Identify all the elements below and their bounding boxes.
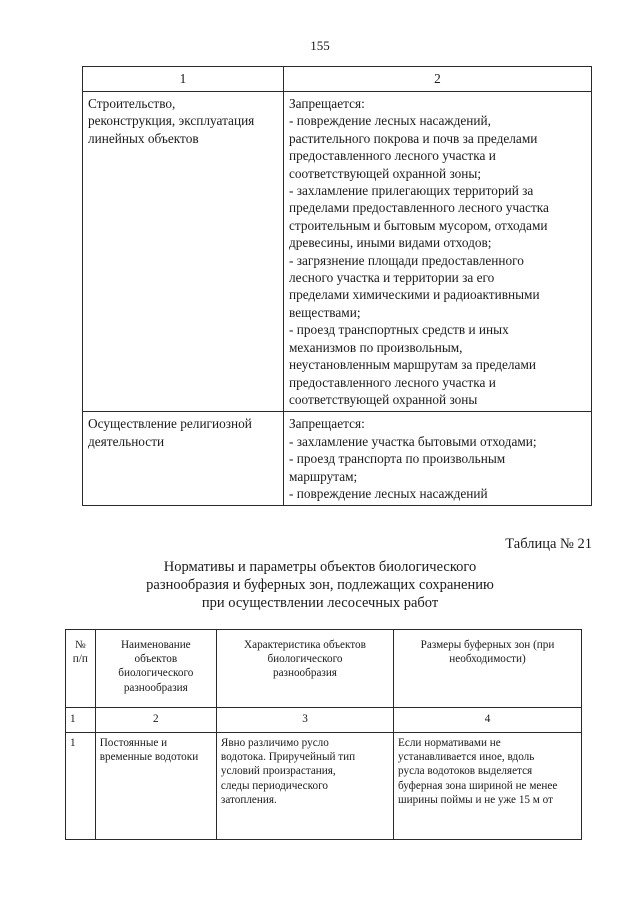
text-line: ширины поймы и не уже 15 м от xyxy=(398,793,554,806)
header-line: п/п xyxy=(72,653,88,666)
header-line: № xyxy=(75,639,86,651)
activity-cell xyxy=(83,412,284,506)
text-line: - повреждение лесных насаждений, xyxy=(289,113,491,129)
text-line: временные водотоки xyxy=(99,751,199,764)
text-line: механизмов по произвольным, xyxy=(289,339,463,355)
restrictions-cell xyxy=(284,92,592,412)
text-line: линейных объектов xyxy=(88,130,199,146)
text-line: Запрещается: xyxy=(289,96,365,111)
text-line: затопления. xyxy=(220,793,277,806)
column-number: 4 xyxy=(394,708,582,733)
text-line: предоставленного лесного участка и xyxy=(289,148,496,164)
characteristic-cell xyxy=(216,733,393,840)
row-number-cell: 1 xyxy=(66,733,96,840)
object-name-cell xyxy=(95,733,216,840)
text-line: - проезд транспортных средств и иных xyxy=(289,322,509,338)
text-line: неустановленным маршрутам за пределами xyxy=(289,357,536,373)
text-line: Явно различимо русло xyxy=(220,737,329,749)
restrictions-cell xyxy=(284,412,592,506)
buffer-size-cell xyxy=(394,733,582,840)
title-line: разнообразия и буферных зон, подлежащих сохранению xyxy=(146,577,494,593)
column-header-1: 1 xyxy=(83,67,284,92)
table-label: Таблица № 21 xyxy=(505,536,592,552)
text-line: русла водотоков выделяется xyxy=(398,765,533,778)
activity-cell xyxy=(83,92,284,412)
header-line: необходимости) xyxy=(449,653,526,666)
text-line: Запрещается: xyxy=(289,416,365,432)
text-line: лесного участка и территории за его xyxy=(289,270,495,286)
text-line: водотока. Приручейный тип xyxy=(220,751,356,764)
table-header-row xyxy=(83,67,592,92)
text-line: - загрязнение площади предоставленного xyxy=(289,252,524,268)
text-line: устанавливается иное, вдоль xyxy=(398,751,535,764)
title-line: Нормативы и параметры объектов биологического xyxy=(163,559,477,575)
text-line: - повреждение лесных насаждений xyxy=(289,485,488,501)
text-line: древесины, иными видами отходов; xyxy=(289,235,492,251)
table-row xyxy=(83,412,592,506)
title-line: при осуществлении лесосечных работ xyxy=(201,595,439,611)
header-line: биологического xyxy=(118,667,194,680)
text-line: реконструкция, эксплуатация xyxy=(88,113,255,129)
column-number-row xyxy=(66,708,582,733)
table-row xyxy=(66,733,582,840)
text-line: маршрутам; xyxy=(289,468,358,484)
column-header-buffer-size xyxy=(394,630,582,708)
column-number: 1 xyxy=(66,708,96,733)
text-line: пределами предоставленного лесного участка xyxy=(289,200,549,216)
header-line: Размеры буферных зон (при xyxy=(420,639,555,651)
table-header-row xyxy=(66,630,582,708)
text-line: - проезд транспорта по произвольным xyxy=(289,451,506,467)
text-line: следы периодического xyxy=(220,779,328,792)
table-title xyxy=(0,558,640,612)
header-line: разнообразия xyxy=(273,667,337,680)
header-line: биологического xyxy=(267,653,343,666)
text-line: Постоянные и xyxy=(99,737,168,749)
header-line: объектов xyxy=(134,653,178,666)
text-line: буферная зона шириной не менее xyxy=(398,779,558,792)
column-header-number xyxy=(66,630,96,708)
text-line: - захламление прилегающих территорий за xyxy=(289,183,534,199)
text-line: соответствующей охранной зоны xyxy=(289,391,478,407)
text-line: пределами химическими и радиоактивными xyxy=(289,287,540,303)
text-line: Осуществление религиозной xyxy=(88,416,252,432)
text-line: строительным и бытовым мусором, отходами xyxy=(289,217,548,233)
column-number: 3 xyxy=(216,708,393,733)
text-line: предоставленного лесного участка и xyxy=(289,374,496,390)
text-line: растительного покрова и почв за пределами xyxy=(289,130,538,146)
column-header-characteristic xyxy=(216,630,393,708)
biodiversity-buffer-zones-table xyxy=(65,629,582,840)
column-header-name xyxy=(95,630,216,708)
header-line: Характеристика объектов xyxy=(244,639,366,651)
table-row xyxy=(83,92,592,412)
column-header-2: 2 xyxy=(284,67,592,92)
text-line: Если нормативами не xyxy=(398,737,501,749)
text-line: деятельности xyxy=(88,433,165,449)
header-line: разнообразия xyxy=(123,681,188,694)
text-line: соответствующей охранной зоны; xyxy=(289,165,482,181)
page-number: 155 xyxy=(310,38,330,53)
text-line: Строительство, xyxy=(88,96,176,111)
land-use-restrictions-table xyxy=(82,66,592,506)
column-number: 2 xyxy=(95,708,216,733)
text-line: условий произрастания, xyxy=(220,765,336,778)
text-line: - захламление участка бытовыми отходами; xyxy=(289,433,537,449)
text-line: веществами; xyxy=(289,304,361,320)
header-line: Наименование xyxy=(120,639,191,651)
